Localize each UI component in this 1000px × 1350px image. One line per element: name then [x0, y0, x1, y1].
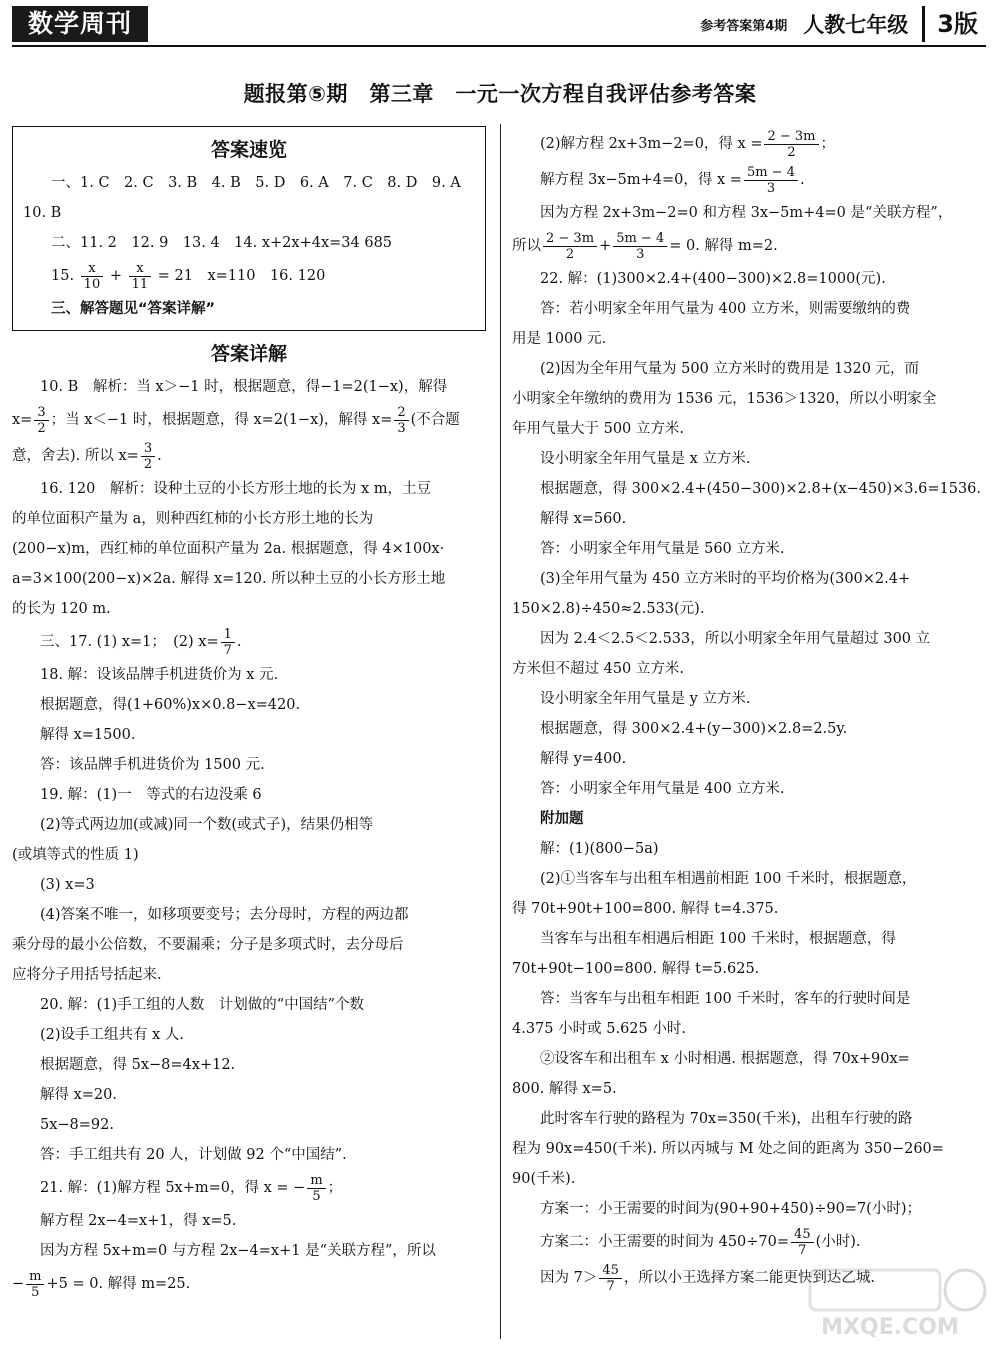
text-line: 20. 解：(1)手工组的人数 计划做的“中国结”个数	[40, 997, 365, 1013]
denominator: 7	[606, 1278, 615, 1294]
text-line: 22. 解：(1)300×2.4+(400−300)×2.8=1000(元).	[540, 271, 886, 287]
fraction	[34, 405, 48, 436]
text: .	[157, 448, 162, 464]
text: −	[12, 1276, 25, 1292]
denominator: 7	[223, 642, 232, 658]
text-line	[12, 1266, 486, 1302]
text-line: 设小明家全年用气量是 y 立方米.	[540, 691, 751, 707]
bonus-heading: 附加题	[540, 811, 584, 827]
text-line: 当客车与出租车相遇后相距 100 千米时，根据题意，得	[540, 931, 896, 947]
text-line: 年用气量大于 500 立方米.	[512, 421, 685, 437]
text-line: 800. 解得 x=5.	[512, 1081, 617, 1097]
text-line: 程为 90x=450(千米). 所以丙城与 M 处之间的距离为 350−260=	[512, 1141, 944, 1157]
text-line: (4)答案不唯一，如移项要变号；去分母时，方程的两边都	[40, 907, 409, 923]
watermark-text: MXQE.COM	[821, 1315, 959, 1340]
text-line: 得 70t+90t+100=800. 解得 t=4.375.	[512, 901, 779, 917]
denominator: 10	[83, 276, 101, 292]
numerator: x	[81, 261, 104, 277]
text-line: 答：手工组共有 20 人，计划做 92 个“中国结”.	[40, 1147, 347, 1163]
text-line: ②设客车和出租车 x 小时相遇. 根据题意，得 70x+90x=	[540, 1051, 910, 1067]
text-line: 答：小明家全年用气量是 560 立方米.	[540, 541, 785, 557]
fraction	[307, 1173, 325, 1204]
text: ；	[327, 1180, 343, 1196]
text-line: 解：(1)(800−5a)	[540, 841, 659, 857]
text-line: 18. 解：设该品牌手机进货价为 x 元.	[40, 667, 279, 683]
text-line: 19. 解：(1)一 等式的右边没乘 6	[40, 787, 262, 803]
fraction	[744, 165, 798, 196]
denominator: 3	[636, 246, 645, 262]
text-line: 根据题意，得 300×2.4+(450−300)×2.8+(x−450)×3.6=1536.	[540, 481, 982, 497]
fraction	[81, 261, 104, 292]
fraction	[543, 231, 597, 262]
text-line: (3) x=3	[40, 877, 95, 893]
text-line: 方米但不超过 450 立方米.	[512, 661, 685, 677]
text-line: 答：该品牌手机进货价为 1500 元.	[40, 757, 265, 773]
text: ；当 x＜−1 时，根据题意，得 x=2(1−x)，解得 x=	[50, 412, 393, 428]
brand-logo: 数学周刊	[12, 6, 148, 42]
text-line	[512, 162, 988, 198]
fraction	[26, 1269, 44, 1300]
text-line: (2)设手工组共有 x 人.	[40, 1027, 185, 1043]
text-line: 因为方程 5x+m=0 与方程 2x−4=x+1 是“关联方程”，所以	[40, 1243, 436, 1259]
quick-line	[23, 258, 475, 294]
denominator: 2	[565, 246, 575, 262]
watermark-logo	[790, 1262, 990, 1342]
numerator: 3	[34, 405, 48, 421]
text-line: (200−x)m，西红柿的单位面积产量为 2a. 根据题意，得 4×100x·	[12, 541, 445, 557]
text-line: (2)因为全年用气量为 500 立方米时的费用是 1320 元，而	[540, 361, 920, 377]
text-line: 因为 2.4＜2.5＜2.533，所以小明家全年用气量超过 300 立	[540, 631, 931, 647]
text-line: 答：若小明家全年用气量为 400 立方米，则需要缴纳的费	[540, 301, 911, 317]
text-line: 答：小明家全年用气量是 400 立方米.	[540, 781, 785, 797]
text-line: 150×2.8)÷450≈2.533(元).	[512, 601, 705, 617]
text-line: (或填等式的性质 1)	[12, 847, 139, 863]
numerator: 5m − 4	[744, 165, 798, 181]
fraction	[394, 405, 408, 436]
text-line	[512, 126, 988, 162]
header-right	[700, 6, 978, 42]
denominator: 5	[31, 1284, 40, 1300]
text: (不合题	[410, 412, 460, 428]
text-line: 解方程 2x−4=x+1，得 x=5.	[40, 1213, 237, 1229]
text-line: 16. 120 解析：设种土豆的小长方形土地的长为 x m，土豆	[40, 481, 431, 497]
quick-answers-title: 答案速览	[210, 139, 287, 161]
denominator: 3	[766, 180, 776, 196]
text: +	[599, 238, 612, 254]
text-line: 的长为 120 m.	[12, 601, 111, 617]
text: ；	[820, 136, 836, 152]
issue-label: 参考答案第4期	[700, 18, 788, 34]
text-line: 乘分母的最小公倍数，不要漏乘；分子是多项式时，去分母后	[12, 937, 404, 953]
fraction	[141, 441, 155, 472]
text-line: 根据题意，得 300×2.4+(y−300)×2.8=2.5y.	[540, 721, 848, 737]
text-line	[512, 228, 988, 264]
text: 所以	[512, 238, 541, 254]
text: 意，舍去). 所以 x=	[12, 448, 139, 464]
detail-title: 答案详解	[210, 343, 287, 365]
edition-label: 3版	[922, 6, 978, 42]
quick-line: 一、1. C 2. C 3. B 4. B 5. D 6. A 7. C 8. D 9. A	[51, 175, 461, 191]
text: = 21 x=110 16. 120	[157, 268, 326, 284]
text: +	[109, 268, 122, 284]
right-column	[512, 126, 988, 1296]
text-line: 应将分子用括号括起来.	[12, 967, 162, 983]
numerator: 3	[141, 441, 155, 457]
text-line: 的单位面积产量为 a，则种西红柿的小长方形土地的长为	[12, 511, 374, 527]
quick-line: 二、11. 2 12. 9 13. 4 14. x+2x+4x=34 685	[51, 235, 393, 251]
text-line: 用是 1000 元.	[512, 331, 607, 347]
text-line: 解得 x=560.	[540, 511, 627, 527]
numerator: 2 − 3m	[543, 231, 597, 247]
text: (小时).	[815, 1234, 861, 1250]
quick-answers-box	[12, 126, 486, 331]
text-line: 方案一：小王需要的时间为(90+90+450)÷90=7(小时)；	[540, 1201, 921, 1217]
header-rule	[12, 45, 986, 47]
fraction	[613, 231, 667, 262]
numerator: m	[26, 1269, 44, 1285]
text-line: 5x−8=92.	[40, 1117, 114, 1133]
denominator: 2	[143, 456, 153, 472]
text-line: a=3×100(200−x)×2a. 解得 x=120. 所以种土豆的小长方形土地	[12, 571, 446, 587]
left-column	[12, 126, 486, 1302]
text-line: (2)①当客车与出租车相遇前相距 100 千米时，根据题意，	[540, 871, 917, 887]
text: .	[236, 634, 242, 650]
denominator: 7	[798, 1242, 807, 1258]
text-line: (2)等式两边加(或减)同一个数(或式子)，结果仍相等	[40, 817, 374, 833]
text-line: 此时客车行驶的路程为 70x=350(千米)，出租车行驶的路	[540, 1111, 913, 1127]
text-line: 解得 x=1500.	[40, 727, 136, 743]
denominator: 5	[312, 1188, 321, 1204]
denominator: 2	[787, 144, 796, 160]
numerator: x	[129, 261, 152, 277]
column-divider	[500, 124, 501, 1339]
text: 三、17. (1) x=1； (2) x=	[40, 634, 219, 650]
numerator: 45	[791, 1227, 814, 1243]
text: x=	[12, 412, 33, 428]
text-line: 因为方程 2x+3m−2=0 和方程 3x−5m+4=0 是“关联方程”，	[540, 205, 953, 221]
numerator: 1	[221, 627, 235, 643]
text: 15.	[51, 268, 75, 284]
text-line: 根据题意，得(1+60%)x×0.8−x=420.	[40, 697, 301, 713]
page-title: 题报第⑤期 第三章 一元一次方程自我评估参考答案	[243, 82, 757, 106]
fraction	[221, 627, 235, 658]
denominator: 2	[37, 420, 46, 436]
text-line	[12, 438, 486, 474]
text: = 0. 解得 m=2.	[669, 238, 778, 254]
text-line: 解得 x=20.	[40, 1087, 117, 1103]
text: 21. 解：(1)解方程 5x+m=0，得 x = −	[40, 1180, 306, 1196]
numerator: 2	[394, 405, 408, 421]
text: 解方程 3x−5m+4=0，得 x =	[540, 172, 742, 188]
quick-line: 三、解答题见“答案详解”	[51, 301, 216, 317]
text: .	[799, 172, 805, 188]
text: +5 = 0. 解得 m=25.	[46, 1276, 191, 1292]
fraction	[599, 1263, 622, 1294]
text: 因为 7＞	[540, 1270, 598, 1286]
quick-line: 10. B	[23, 205, 62, 221]
text-line: 10. B 解析：当 x＞−1 时，根据题意，得−1=2(1−x)，解得	[40, 379, 448, 395]
denominator: 3	[397, 420, 406, 436]
text-line: (3)全年用气量为 450 立方米时的平均价格为(300×2.4+	[540, 571, 911, 587]
numerator: 2 − 3m	[764, 129, 818, 145]
text-line	[12, 1170, 486, 1206]
fraction	[129, 261, 152, 292]
text: (2)解方程 2x+3m−2=0，得 x =	[540, 136, 763, 152]
fraction	[791, 1227, 814, 1258]
text-line	[12, 624, 486, 660]
text-line	[512, 1224, 988, 1260]
text-line: 小明家全年缴纳的费用为 1536 元，1536＞1320，所以小明家全	[512, 391, 937, 407]
text-line: 解得 y=400.	[540, 751, 627, 767]
text-line: 设小明家全年用气量是 x 立方米.	[540, 451, 751, 467]
text-line: 根据题意，得 5x−8=4x+12.	[40, 1057, 236, 1073]
text-line: 4.375 小时或 5.625 小时.	[512, 1021, 686, 1037]
grade-label: 人教七年级	[803, 13, 909, 37]
text-line: 70t+90t−100=800. 解得 t=5.625.	[512, 961, 760, 977]
numerator: m	[307, 1173, 325, 1189]
text: ，所以小王选择方案二能更快到达乙城.	[623, 1270, 875, 1286]
denominator: 11	[131, 276, 149, 292]
numerator: 5m − 4	[613, 231, 667, 247]
fraction	[764, 129, 818, 160]
numerator: 45	[599, 1263, 622, 1279]
text-line: 90(千米).	[512, 1171, 576, 1187]
text-line: 答：当客车与出租车相距 100 千米时，客车的行驶时间是	[540, 991, 911, 1007]
page-header	[0, 0, 1000, 50]
text: 方案二：小王需要的时间为 450÷70=	[540, 1234, 790, 1250]
text-line	[12, 402, 486, 438]
